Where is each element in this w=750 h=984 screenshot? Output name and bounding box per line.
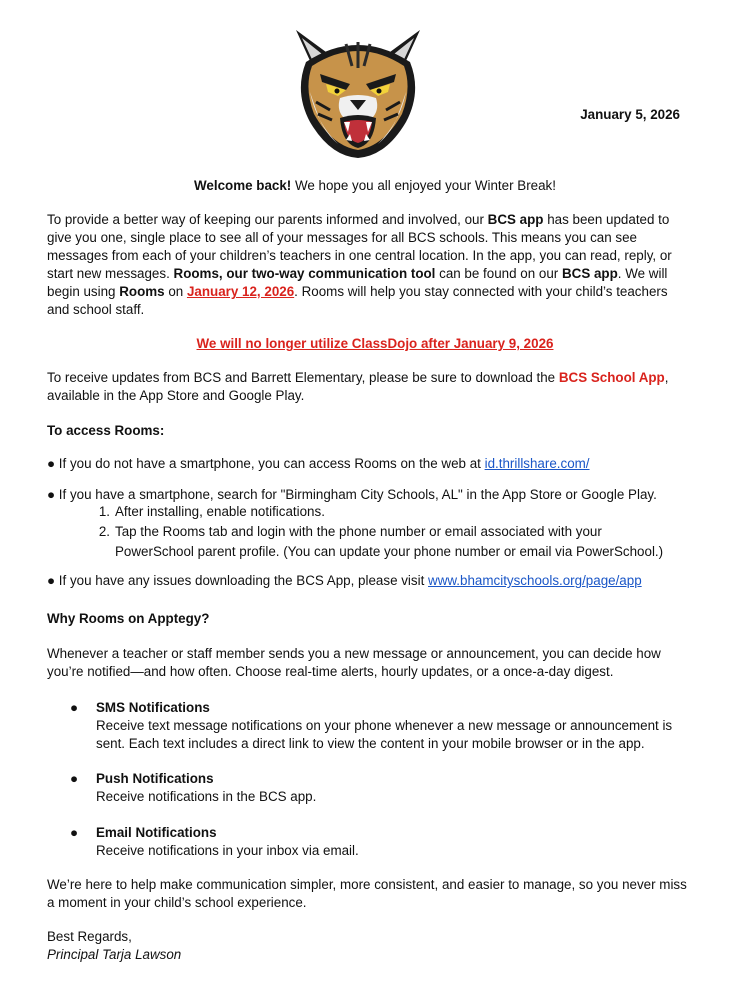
why-heading [47,610,687,628]
step-number: 1. [98,504,110,519]
access-heading [47,422,687,440]
notification-title: SMS Notifications [96,700,210,715]
notification-title: Push Notifications [96,771,214,786]
bullet-smartphone [47,486,707,504]
step-number: 2. [98,524,110,539]
bullet-web-access [47,455,687,473]
step-text-line2: PowerSchool parent profile. (You can update your phone number or email via PowerSchool.) [115,544,664,559]
thrillshare-link[interactable]: id.thrillshare.com/ [484,456,590,471]
download-text-2: , available in the App Store and Google Play. [47,370,669,403]
step-text: After installing, enable notifications. [115,504,325,519]
signature [47,946,687,964]
classdojo-notice-text: We will no longer utilize ClassDojo after January 9, 2026 [196,336,554,351]
notification-desc: Receive notifications in your inbox via email. [96,843,359,858]
bullet-app-help [47,572,707,590]
bhamcityschools-link[interactable]: www.bhamcityschools.org/page/app [428,573,642,588]
intro-bold-4: Rooms [119,284,165,299]
intro-text-5: on [164,284,187,299]
signature-text: Principal Tarja Lawson [47,947,182,962]
closing-paragraph: We’re here to help make communication simpler, more consistent, and easier to manage, so you never miss a moment in your child’s school experience. [47,877,687,910]
bullet-help-text: ● If you have any issues downloading the BCS App, please visit [47,573,429,588]
intro-text-2: has been updated to give you one, single place to see all of your messages for all BCS schools. This means you can see messages from each of your children’s teachers in one central location. In the app, you can read, reply, or start new messages. [47,212,672,281]
letter-date: January 5, 2026 [580,107,680,122]
welcome-rest: We hope you all enjoyed your Winter Break! [291,178,556,193]
notification-desc: Receive notifications in the BCS app. [96,789,317,804]
classdojo-notice [0,335,750,353]
intro-paragraph [47,211,687,319]
intro-bold-1: BCS app [487,212,544,227]
bcs-app-name: BCS School App [558,370,665,385]
intro-text-6: . Rooms will help you stay connected with your child’s teachers and school staff. [47,284,668,317]
download-paragraph [47,369,687,405]
intro-text-1: To provide a better way of keeping our parents informed and involved, our [47,212,488,227]
download-text-1: To receive updates from BCS and Barrett Elementary, please be sure to download the [47,370,559,385]
wildcat-mascot-icon [286,22,430,162]
step-text-line1: Tap the Rooms tab and login with the phone number or email associated with your [115,524,602,539]
bullet-icon: ● [70,700,79,715]
notification-title: Email Notifications [96,825,217,840]
notification-desc: Receive text message notifications on your phone whenever a new message or announcement is sent. Each text includes a direct link to view the content in your mobile browser or in the app. [96,718,673,751]
signoff: Best Regards, [47,929,132,944]
bullet-icon: ● [70,771,79,786]
intro-bold-3: BCS app [561,266,618,281]
welcome-bold: Welcome back! [194,178,292,193]
intro-text-4: . We will begin using [47,266,668,299]
why-heading-text: Why Rooms on Apptegy? [47,611,210,626]
start-date-highlight: January 12, 2026 [186,284,295,299]
why-paragraph: Whenever a teacher or staff member sends you a new message or announcement, you can decide how you’re notified—and how often. Choose real-time alerts, hourly updates, or a once-a-day digest. [47,646,661,679]
welcome-line [0,177,750,195]
access-heading-text: To access Rooms: [47,423,165,438]
bullet-smartphone-text: ● If you have a smartphone, search for "Birmingham City Schools, AL" in the App Store or Google Play. [47,487,657,502]
intro-bold-2: Rooms, our two-way communication tool [173,266,436,281]
bullet-icon: ● [70,825,79,840]
bullet-web-text: ● If you do not have a smartphone, you can access Rooms on the web at [47,456,485,471]
intro-text-3: can be found on our [435,266,562,281]
